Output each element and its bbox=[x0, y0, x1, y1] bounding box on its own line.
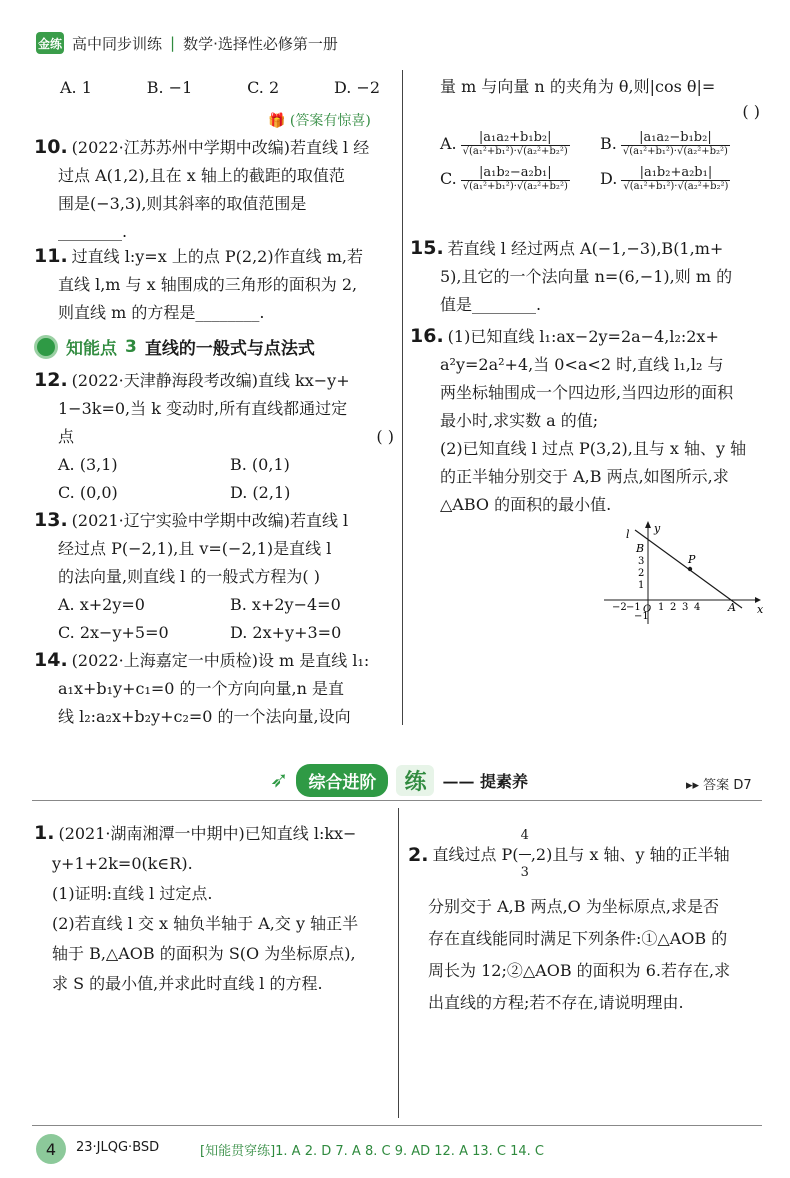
point-p bbox=[688, 567, 692, 571]
question-15: 15. 若直线 l 经过两点 A(−1,−3),B(1,m+ 5),且它的一个法向量 n=(6,−1),则 m 的 值是________. bbox=[410, 237, 733, 314]
question-number: 14. bbox=[34, 649, 68, 671]
q14-options bbox=[440, 130, 770, 192]
book-code: 23·JLQG·BSD bbox=[76, 1140, 160, 1155]
section-banner bbox=[270, 764, 528, 797]
question-number: 13. bbox=[34, 509, 68, 531]
option-b: B. $\frac{\text{|a₁a₂−b₁b₂|}}{\text{√(a₁²+b₁²)·√(a₂²+b₂²)}}$ bbox=[600, 130, 728, 157]
runner-icon: ➶ bbox=[270, 768, 289, 793]
option: D. (2,1) bbox=[230, 483, 291, 502]
target-icon bbox=[34, 335, 58, 359]
option: A. (3,1) bbox=[58, 455, 118, 474]
question-14: 14. (2022·上海嘉定一中质检)设 m 是直线 l₁: a₁x+b₁y+c₁=0 的一个方向向量,n 是直 线 l₂:a₂x+b₂y+c₂=0 的一个法向量,设向 bbox=[34, 649, 370, 726]
option: A. x+2y=0 bbox=[58, 595, 145, 614]
option: C. 2 bbox=[247, 78, 280, 97]
answer-reference: ▸▸ 答案 D7 bbox=[686, 778, 752, 793]
option-c: C. $\frac{\text{|a₁b₂−a₂b₁|}}{\text{√(a₁²+b₁²)·√(a₂²+b₂²)}}$ bbox=[440, 165, 568, 192]
answer-bracket: ( ) bbox=[376, 427, 394, 446]
knowledge-point-title: 直线的一般式与点法式 bbox=[144, 339, 315, 359]
question-number: 11. bbox=[34, 245, 68, 267]
question-12: 12. (2022·天津静海段考改编)直线 kx−y+ 1−3k=0,当 k 变动时,所有直线都通过定 点 ( ) A. (3,1) B. (0,1) C. (0,0) D. (2,1) bbox=[34, 366, 394, 507]
question-10: 10. (2022·江苏苏州中学期中改编)若直线 l 经 过点 A(1,2),且在 x 轴上的截距的取值范 围是(−3,3),则其斜率的取值范围是 ________. bbox=[34, 136, 370, 241]
section-rule bbox=[32, 800, 762, 801]
option: D. 2x+y+3=0 bbox=[230, 623, 342, 642]
page-number: 4 bbox=[36, 1134, 66, 1164]
question-number: 2. bbox=[408, 843, 429, 866]
question-number: 1. bbox=[34, 822, 55, 844]
answer-bracket: ( ) bbox=[742, 102, 760, 121]
question-11: 11. 过直线 l:y=x 上的点 P(2,2)作直线 m,若 直线 l,m 与 x 轴围成的三角形的面积为 2, 则直线 m 的方程是________. bbox=[34, 245, 363, 322]
tick-label-x: −1 bbox=[626, 602, 641, 613]
question-13: 13. (2021·辽宁实验中学期中改编)若直线 l 经过点 P(−2,1),且 v=(−2,1)是直线 l 的法向量,则直线 l 的一般式方程为( ) A. x+2y=0 B. x+2y−4=0 C. 2x−y+5=0 D. 2x+y+3=0 bbox=[34, 506, 348, 647]
question-number: 12. bbox=[34, 369, 68, 391]
question-number: 15. bbox=[410, 237, 444, 259]
question-16: 16. (1)已知直线 l₁:ax−2y=2a−4,l₂:2x+ a²y=2a²+4,当 0<a<2 时,直线 l₁,l₂ 与 两坐标轴围成一个四边形,当四边形的面积 最小时,求实数 a 的值; (2)已知直线 l 过点 P(3,2),且与 x 轴、y 轴 的正半轴分别交于 A,B 两点,如图所示,求 △ABO 的面积的最小值. bbox=[410, 325, 747, 514]
coordinate-figure bbox=[600, 516, 770, 626]
label-p: P bbox=[688, 553, 696, 566]
question-number: 10. bbox=[34, 136, 68, 158]
answer-key: [知能贯穿练]1. A 2. D 7. A 8. C 9. AD 12. A 13. C 14. C bbox=[200, 1144, 544, 1159]
tick-label-x: −2 bbox=[612, 602, 627, 613]
column-divider-bottom bbox=[398, 808, 399, 1118]
column-divider bbox=[402, 70, 403, 725]
option: C. 2x−y+5=0 bbox=[58, 623, 169, 642]
y-axis-arrow bbox=[645, 521, 651, 528]
tick-label-x: 1 bbox=[658, 602, 665, 613]
tick-label-y: 1 bbox=[638, 580, 645, 591]
tick-label-y: 3 bbox=[638, 556, 645, 567]
prev-options bbox=[60, 78, 380, 98]
question-number: 16. bbox=[410, 325, 444, 347]
subject-title: 数学·选择性必修第一册 bbox=[183, 34, 338, 53]
label-o: O bbox=[643, 604, 652, 615]
knowledge-point-heading: 知能点 3 直线的一般式与点法式 bbox=[34, 334, 315, 359]
label-a: A bbox=[728, 601, 736, 614]
label-b: B bbox=[636, 542, 645, 555]
gift-icon: 🎁 bbox=[268, 113, 286, 129]
option: B. x+2y−4=0 bbox=[230, 595, 341, 614]
tick-label-x: 3 bbox=[682, 602, 689, 613]
option-d: D. $\frac{\text{|a₁b₂+a₂b₁|}}{\text{√(a₁²+b₁²)·√(a₂²+b₂²)}}$ bbox=[600, 165, 729, 192]
tick-label-y: −1 bbox=[634, 611, 649, 622]
option: B. (0,1) bbox=[230, 455, 290, 474]
section-subtitle: —— 提素养 bbox=[442, 772, 529, 791]
problem-1: 1. (2021·湖南湘潭一中期中)已知直线 l:kx− y+1+2k=0(k∈R). (1)证明:直线 l 过定点. (2)若直线 l 交 x 轴负半轴于 A,交 y 轴正半 轴于 B,△AOB 的面积为 S(O 为坐标原点), 求 S 的最小值,并求此时直线 l 的方程. bbox=[34, 822, 359, 993]
section-lian: 练 bbox=[396, 765, 434, 796]
option: C. (0,0) bbox=[58, 483, 118, 502]
footer-rule bbox=[32, 1125, 762, 1126]
option: A. 1 bbox=[60, 78, 92, 97]
page-header: 金练 高中同步训练 | 数学·选择性必修第一册 bbox=[37, 34, 338, 53]
tick-label-x: 2 bbox=[670, 602, 677, 613]
series-title: 高中同步训练 bbox=[72, 34, 163, 53]
surprise-note: 🎁 (答案有惊喜) bbox=[268, 113, 371, 129]
option: B. −1 bbox=[146, 78, 193, 97]
problem-2: 2. 直线过点 P( $\frac{4}{3}$ ,2)且与 x 轴、y 轴的正半轴 分别交于 A,B 两点,O 为坐标原点,求是否 存在直线能同时满足下列条件:①△AOB 的 周长为 12;②△AOB 的面积为 6.若存在,求 出直线的方程;若不存在,请说明理由. bbox=[408, 818, 730, 1019]
label-x: x bbox=[757, 603, 764, 616]
brand-logo: 金练 bbox=[36, 32, 64, 54]
option-a: A. $\frac{\text{|a₁a₂+b₁b₂|}}{\text{√(a₁²+b₁²)·√(a₂²+b₂²)}}$ bbox=[440, 130, 568, 157]
label-y: y bbox=[654, 522, 661, 535]
label-l: l bbox=[626, 528, 630, 541]
tick-label-y: 2 bbox=[638, 568, 645, 579]
option: D. −2 bbox=[333, 78, 380, 97]
question-14-continued: 量 m 与向量 n 的夹角为 θ,则|cos θ|= ( ) bbox=[440, 74, 760, 124]
section-title: 综合进阶 bbox=[296, 764, 388, 797]
tick-label-x: 4 bbox=[694, 602, 701, 613]
